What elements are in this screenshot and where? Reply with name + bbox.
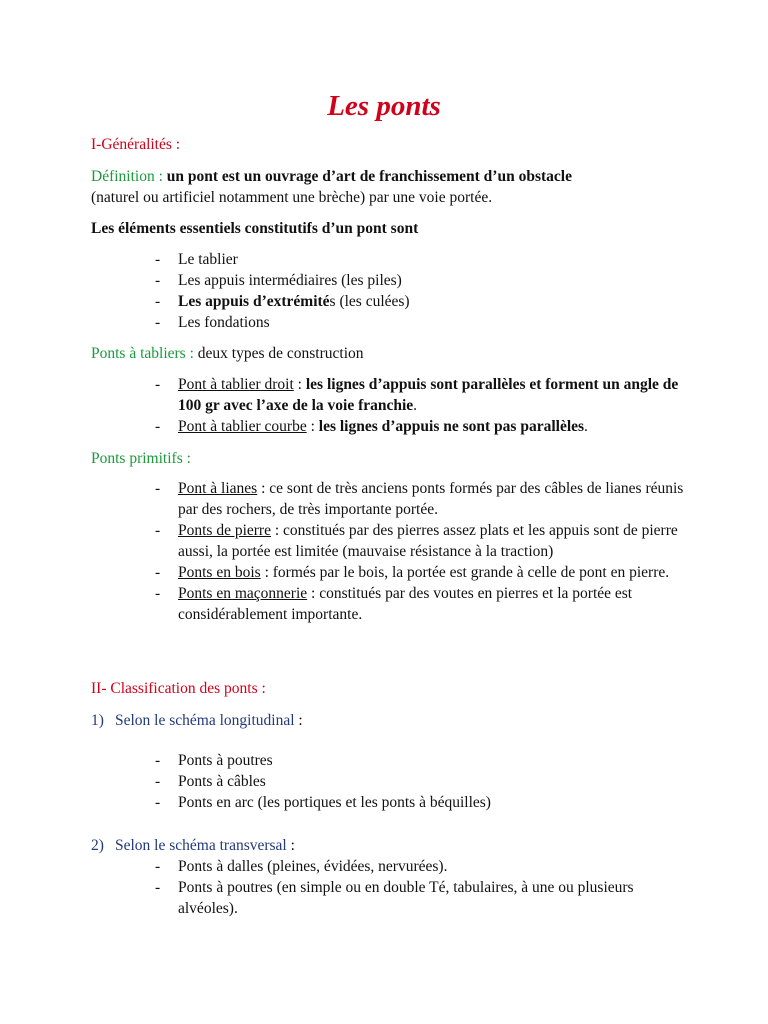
section-heading-generalites: I-Généralités : bbox=[91, 136, 181, 153]
list-item: - Ponts à poutres (en simple ou en double Té, tabulaires, à une ou plusieurs alvéoles). bbox=[155, 877, 685, 919]
definition-paragraph bbox=[91, 166, 691, 208]
longitudinal-list bbox=[155, 750, 685, 813]
definition-rest: (naturel ou artificiel notamment une brèche) par une voie portée. bbox=[91, 189, 493, 206]
list-item-text: : constitués par des pierres assez plats et les appuis sont de pierre aussi, la portée est limitée (mauvaise résistance à la traction) bbox=[178, 522, 678, 560]
definition-bold: un pont est un ouvrage d’art de franchissement d’un obstacle bbox=[166, 168, 572, 185]
list-item-sep: : bbox=[306, 418, 319, 435]
subheading-number: 1) bbox=[91, 712, 104, 729]
list-item-term: Pont à tablier droit bbox=[178, 376, 294, 393]
tabliers-paragraph bbox=[91, 343, 691, 364]
list-item bbox=[155, 520, 685, 562]
subheading-longitudinal bbox=[91, 710, 691, 731]
elements-list bbox=[155, 249, 685, 333]
list-item: - Ponts en arc (les portiques et les ponts à béquilles) bbox=[155, 792, 685, 813]
list-item: - Les fondations bbox=[155, 312, 685, 333]
list-item-text: : constitués par des voutes en pierres et la portée est considérablement importante. bbox=[178, 585, 633, 623]
page-title: Les ponts bbox=[327, 90, 441, 122]
list-item bbox=[155, 291, 685, 312]
list-item: - Ponts à poutres bbox=[155, 750, 685, 771]
list-item bbox=[155, 562, 685, 583]
list-item-text: : ce sont de très anciens ponts formés par des câbles de lianes réunis par des rochers, de très importante portée. bbox=[178, 480, 684, 518]
list-item: - Ponts à câbles bbox=[155, 771, 685, 792]
subheading-colon: : bbox=[294, 712, 303, 729]
list-item-term: Ponts en maçonnerie bbox=[178, 585, 308, 602]
primitifs-label: Ponts primitifs : bbox=[91, 450, 191, 467]
list-item-end: . bbox=[413, 397, 418, 414]
list-item bbox=[155, 374, 685, 416]
tabliers-label: Ponts à tabliers : bbox=[91, 345, 198, 362]
list-item: - Le tablier bbox=[155, 249, 685, 270]
subheading-label: Selon le schéma longitudinal bbox=[115, 712, 295, 729]
subheading-colon: : bbox=[286, 837, 295, 854]
list-item bbox=[155, 478, 685, 520]
list-item-rest: s (les culées) bbox=[329, 293, 410, 310]
list-item-term: Pont à lianes bbox=[178, 480, 258, 497]
subheading-label: Selon le schéma transversal bbox=[115, 837, 287, 854]
list-item-bold: les lignes d’appuis sont parallèles et forment un angle de 100 gr avec l’axe de la voie franchie bbox=[178, 376, 679, 414]
list-item: - Les appuis intermédiaires (les piles) bbox=[155, 270, 685, 291]
definition-label: Définition : bbox=[91, 168, 167, 185]
subheading-transversal bbox=[91, 835, 691, 856]
primitifs-list bbox=[155, 478, 685, 625]
list-item-term: Ponts en bois bbox=[178, 564, 261, 581]
list-item bbox=[155, 416, 685, 437]
list-item-end: . bbox=[584, 418, 588, 435]
section-heading-classification: II- Classification des ponts : bbox=[91, 680, 266, 697]
list-item-bold: les lignes d’appuis ne sont pas parallèles bbox=[318, 418, 585, 435]
list-item-sep: : bbox=[293, 376, 306, 393]
subheading-number: 2) bbox=[91, 837, 104, 854]
list-item-term: Ponts de pierre bbox=[178, 522, 271, 539]
list-item-term: Pont à tablier courbe bbox=[178, 418, 307, 435]
transversal-list bbox=[155, 856, 685, 919]
elements-intro: Les éléments essentiels constitutifs d’un pont sont bbox=[91, 220, 419, 237]
list-item-text: : formés par le bois, la portée est grande à celle de pont en pierre. bbox=[260, 564, 670, 581]
list-item-bold: Les appuis d’extrémité bbox=[178, 293, 330, 310]
tabliers-list bbox=[155, 374, 685, 437]
tabliers-text: deux types de construction bbox=[197, 345, 364, 362]
list-item: - Ponts à dalles (pleines, évidées, nervurées). bbox=[155, 856, 685, 877]
list-item bbox=[155, 583, 685, 625]
